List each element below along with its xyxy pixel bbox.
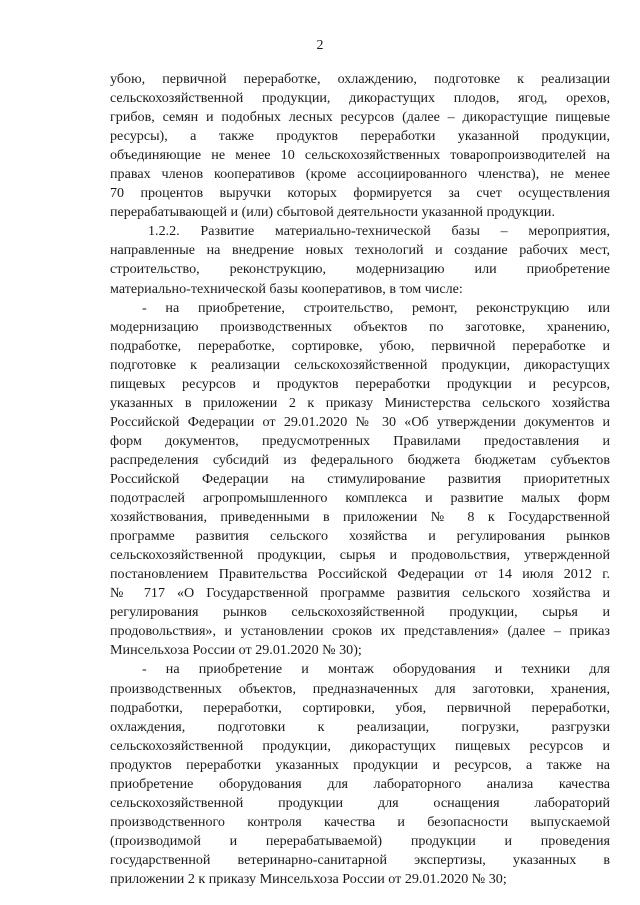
text-line: программе развития сельского хозяйства и регулирования рынков [110, 528, 610, 545]
text-line: (производимой и перерабатываемой) продукции и проведения [110, 832, 610, 849]
text-line: правах членов кооперативов (кроме ассоциированного членства), не менее [110, 166, 610, 183]
text-line: приобретение оборудования для лабораторного анализа качества [110, 775, 610, 792]
text-line: продуктов переработки указанных продукции и ресурсов, а также на [110, 756, 610, 773]
text-line: сельскохозяйственной продукции, дикорастущих плодов, ягод, орехов, [110, 90, 610, 107]
text-line: 70 процентов выручки которых формируется за счет осуществления [110, 185, 610, 202]
text-line: модернизацию производственных объектов по заготовке, хранению, [110, 318, 610, 335]
text-line: подготовке к реализации сельскохозяйственной продукции, дикорастущих [110, 356, 610, 373]
text-line: подотраслей агропромышленного комплекса и развитие малых форм [110, 490, 610, 507]
text-line: государственной ветеринарно-санитарной экспертизы, указанных в [110, 851, 610, 868]
text-line: ресурсы), а также продуктов переработки указанной продукции, [110, 128, 610, 145]
text-line: № 717 «О Государственной программе развития сельского хозяйства и [110, 585, 610, 602]
text-line: направленные на внедрение новых технологий и создание рабочих мест, [110, 242, 610, 259]
text-line: сельскохозяйственной продукции, дикорастущих пищевых ресурсов и [110, 737, 610, 754]
text-line: производственного контроля качества и безопасности выпускаемой [110, 813, 610, 830]
page-number: 2 [316, 38, 324, 53]
text-line: хозяйствования, приведенными в приложении № 8 к Государственной [110, 509, 610, 526]
text-line: перерабатывающей и (или) сбытовой деятельности указанной продукции. [110, 204, 555, 221]
text-line: строительство, реконструкцию, модернизацию или приобретение [110, 261, 610, 278]
text-line: распределения субсидий из федерального бюджета бюджетам субъектов [110, 451, 610, 468]
text-line: подработке, переработке, сортировке, убою, первичной переработке и [110, 337, 610, 354]
text-line: приложении 2 к приказу Минсельхоза России от 29.01.2020 № 30; [110, 870, 507, 887]
text-line: пищевых ресурсов и продуктов переработки продукции и ресурсов, [110, 375, 610, 392]
text-line: материально-технической базы кооперативов, в том числе: [110, 280, 463, 297]
text-line: - на приобретение, строительство, ремонт, реконструкцию или [142, 299, 610, 316]
text-line: объединяющие не менее 10 сельскохозяйственных товаропроизводителей на [110, 147, 610, 164]
text-line: форм документов, предусмотренных Правилами предоставления и [110, 432, 610, 449]
text-line: Российской Федерации от 29.01.2020 № 30 «Об утверждении документов и [110, 413, 610, 430]
text-line: убою, первичной переработке, охлаждению, подготовке к реализации [110, 71, 610, 87]
text-line: - на приобретение и монтаж оборудования и техники для [142, 661, 610, 678]
text-line: регулирования рынков сельскохозяйственной продукции, сырья и [110, 604, 610, 621]
text-line: сельскохозяйственной продукции для оснащения лабораторий [110, 794, 610, 811]
text-line: Российской Федерации на стимулирование развития приоритетных [110, 470, 610, 487]
text-line: постановлением Правительства Российской Федерации от 14 июля 2012 г. [110, 566, 610, 583]
text-line: 1.2.2. Развитие материально-технической базы – мероприятия, [148, 223, 610, 240]
text-line: продовольствия», и установлении сроков их представления» (далее – приказ [110, 623, 610, 640]
text-line: подработки, переработки, сортировки, убоя, первичной переработки, [110, 699, 610, 716]
text-line: Минсельхоза России от 29.01.2020 № 30); [110, 642, 362, 659]
text-line: производственных объектов, предназначенных для заготовки, хранения, [110, 680, 610, 697]
text-line: охлаждения, подготовки к реализации, погрузки, разгрузки [110, 718, 610, 735]
body-text [110, 70, 610, 889]
text-line: грибов, семян и подобных лесных ресурсов (далее – дикорастущие пищевые [110, 109, 610, 126]
text-line: указанных в приложении 2 к приказу Министерства сельского хозяйства [110, 394, 610, 411]
text-line: сельскохозяйственной продукции, сырья и продовольствия, утвержденной [110, 547, 610, 564]
